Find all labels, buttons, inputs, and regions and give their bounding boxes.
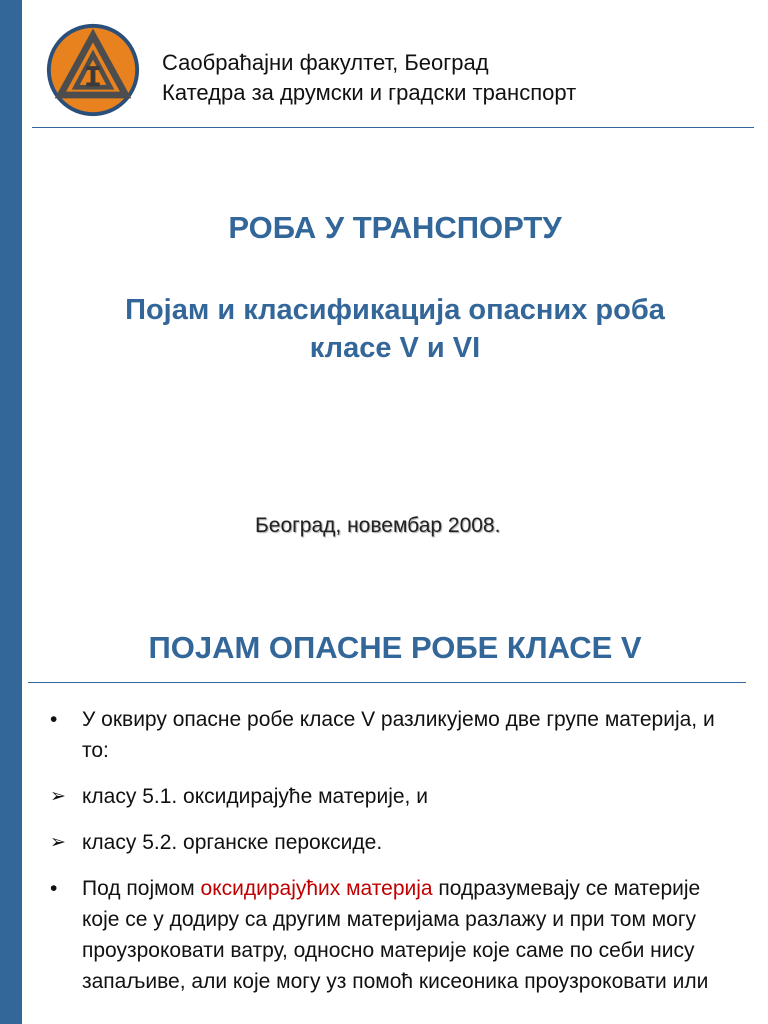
bullet-text: У оквиру опасне робе класе V разликујемо две групе материја, и то: <box>82 708 715 762</box>
text-suffix: подразумевају се материје које се у додиру са другим материјама разлажу и при том могу проузроковати ватру, односно материје које саме по себи нису запаљиве, али које могу уз помоћ кисеоника проузроковати или <box>82 877 709 993</box>
sub-item-text: класу 5.2. органске пероксиде. <box>82 831 383 854</box>
institution-block <box>162 48 576 108</box>
date-label: Београд, новембар 2008. <box>255 514 501 537</box>
page-subtitle <box>22 291 768 367</box>
subtitle-line-2: класе V и VI <box>309 332 481 364</box>
sub-item-text: класу 5.1. оксидирајуће материје, и <box>82 785 428 808</box>
arrow-bullet-icon: ➢ <box>50 832 66 853</box>
arrow-bullet-icon: ➢ <box>50 786 66 807</box>
header-divider <box>32 127 754 128</box>
section-divider <box>28 682 746 683</box>
list-item <box>50 704 740 766</box>
content-list <box>50 704 740 1012</box>
list-item <box>50 827 740 858</box>
section-title: ПОЈАМ ОПАСНЕ РОБЕ КЛАСЕ V <box>148 630 642 665</box>
bullet-icon: • <box>50 708 58 731</box>
subtitle-line-1: Појам и класификација опасних роба <box>125 294 665 326</box>
page-title: РОБА У ТРАНСПОРТУ <box>228 210 562 245</box>
highlighted-term: оксидирајућих материја <box>200 877 433 900</box>
left-accent-bar <box>0 0 22 1024</box>
bullet-text <box>82 873 740 997</box>
list-item <box>50 781 740 812</box>
text-prefix: Под појмом <box>82 877 201 900</box>
list-item <box>50 873 740 997</box>
faculty-logo-icon <box>45 22 141 118</box>
department-name: Катедра за друмски и градски транспорт <box>162 80 577 105</box>
faculty-name: Саобраћајни факултет, Београд <box>162 50 489 75</box>
bullet-icon: • <box>50 877 58 900</box>
